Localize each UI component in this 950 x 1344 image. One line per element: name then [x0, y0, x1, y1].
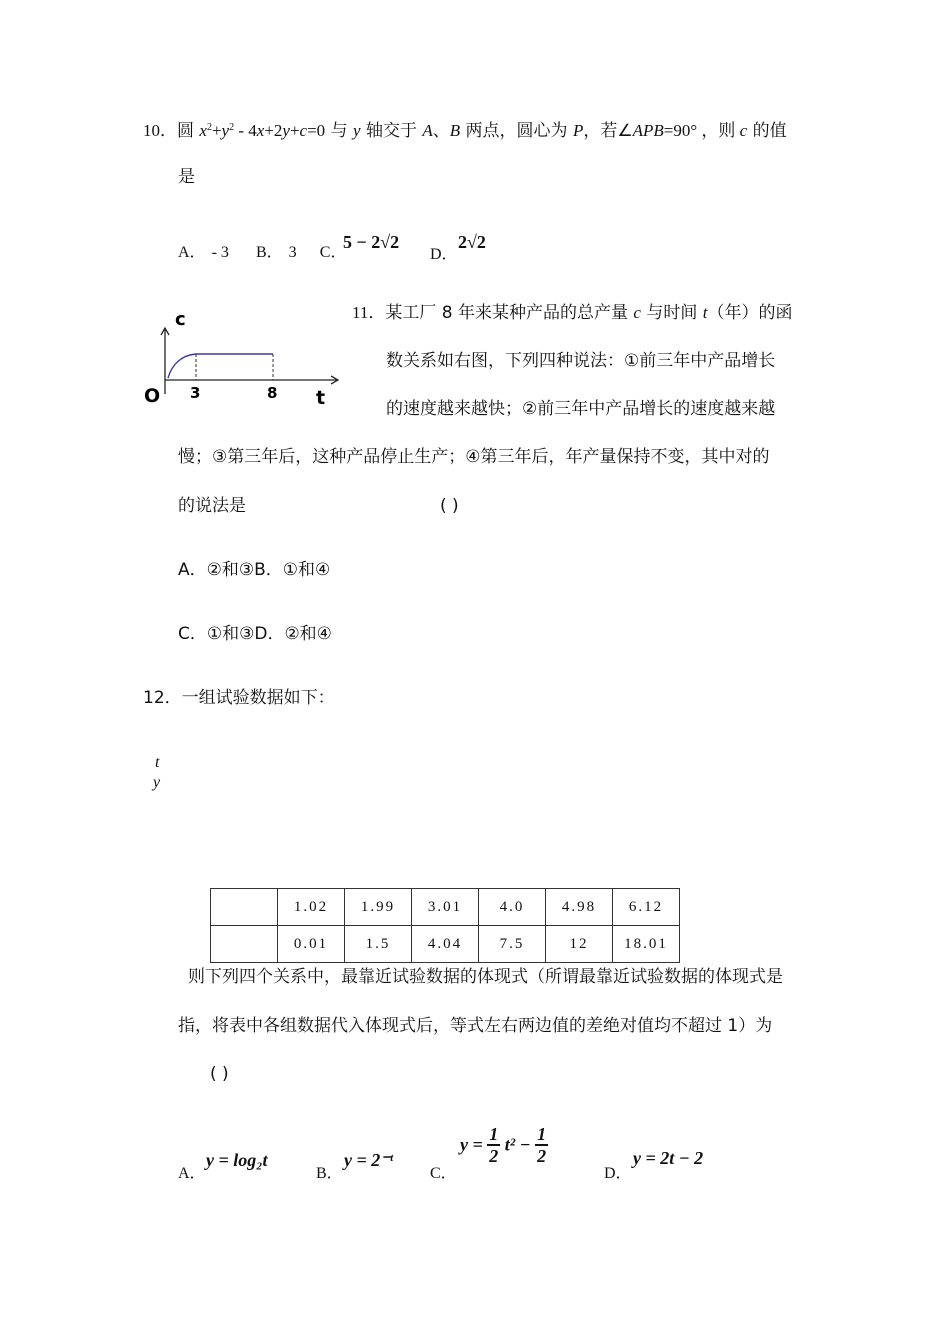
table-cell: 6.12	[613, 889, 680, 926]
q11-options-cd: C．①和③D．②和④	[178, 624, 332, 644]
q12-y-label: y	[153, 774, 161, 791]
q12-option-c-label: C．	[430, 1165, 457, 1182]
q11-line1: 11．某工厂 8 年来某种产品的总产量 c 与时间 t（年）的函	[352, 303, 793, 323]
q12-option-c-expr: y = $\frac{1}{2}$ t² − $\frac{1}{2}$	[460, 1124, 547, 1166]
q12-option-b-label: B．	[316, 1165, 343, 1182]
q10-stem: 10．圆 $x^2+y^2 - 4x+2y+c=0$ 与 y 轴交于 A、B 两点，圆心为 P，若∠APB=90° ，则 c 的值	[143, 121, 787, 141]
q10-stem-line2: 是	[178, 167, 195, 187]
fraction: $\frac{1}{2}$	[489, 1124, 499, 1166]
q12-option-b-expr: y = 2⁻ᵗ	[344, 1150, 394, 1170]
q12-option-a-label: A．	[178, 1165, 206, 1182]
table-cell: 4.98	[546, 889, 613, 926]
q11-line4: 慢；③第三年后，这种产品停止生产；④第三年后，年产量保持不变，其中对的	[178, 447, 770, 467]
q11-graph-y-label: c	[175, 309, 186, 330]
table-cell	[211, 926, 278, 963]
table-row	[211, 889, 680, 926]
table-cell: 0.01	[278, 926, 345, 963]
q12-option-a-expr: y = log₂t	[206, 1150, 268, 1170]
table-cell: 7.5	[479, 926, 546, 963]
q12-data-table	[210, 888, 680, 963]
q10-option-d-label: D．	[430, 246, 458, 263]
table-cell: 18.01	[613, 926, 680, 963]
q12-t-label: t	[155, 754, 160, 771]
q11-graph-curve	[168, 354, 273, 378]
q12-text-line2: 指，将表中各组数据代入体现式后，等式左右两边值的差绝对值均不超过 1）为	[178, 1016, 773, 1036]
fraction: $\frac{1}{2}$	[537, 1124, 547, 1166]
q12-option-d-label: D．	[604, 1165, 632, 1182]
table-cell: 3.01	[412, 889, 479, 926]
q11-line5: 的说法是	[178, 496, 246, 516]
q12-text-line1: 则下列四个关系中，最靠近试验数据的体现式（所谓最靠近试验数据的体现式是	[188, 967, 783, 987]
q10-options: A． - 3 B． 3 C．	[178, 244, 347, 261]
table-cell: 4.0	[479, 889, 546, 926]
q11-line3: 的速度越来越快；②前三年中产品增长的速度越来越	[386, 399, 776, 419]
q12-option-d-expr: y = 2t − 2	[633, 1148, 704, 1168]
q10-option-d-expr: 2√2	[458, 232, 486, 252]
table-cell: 1.99	[345, 889, 412, 926]
q11-graph	[140, 302, 345, 412]
q11-graph-tick-3: 3	[190, 384, 201, 402]
table-cell: 1.5	[345, 926, 412, 963]
q11-options-ab: A．②和③B．①和④	[178, 560, 331, 580]
q11-graph-origin-label: O	[144, 385, 161, 407]
q11-graph-x-label: t	[316, 387, 326, 409]
q12-answer-paren: ( )	[210, 1064, 229, 1084]
table-cell	[211, 889, 278, 926]
q10-option-c-expr: 5 − 2√2	[343, 232, 400, 252]
q11-line2: 数关系如右图，下列四种说法：①前三年中产品增长	[386, 351, 776, 371]
table-cell: 1.02	[278, 889, 345, 926]
table-cell: 12	[546, 926, 613, 963]
table-cell: 4.04	[412, 926, 479, 963]
q11-answer-paren: ( )	[440, 496, 459, 516]
q12-title: 12．一组试验数据如下：	[143, 688, 335, 708]
table-row	[211, 926, 680, 963]
q11-graph-tick-8: 8	[267, 384, 278, 402]
